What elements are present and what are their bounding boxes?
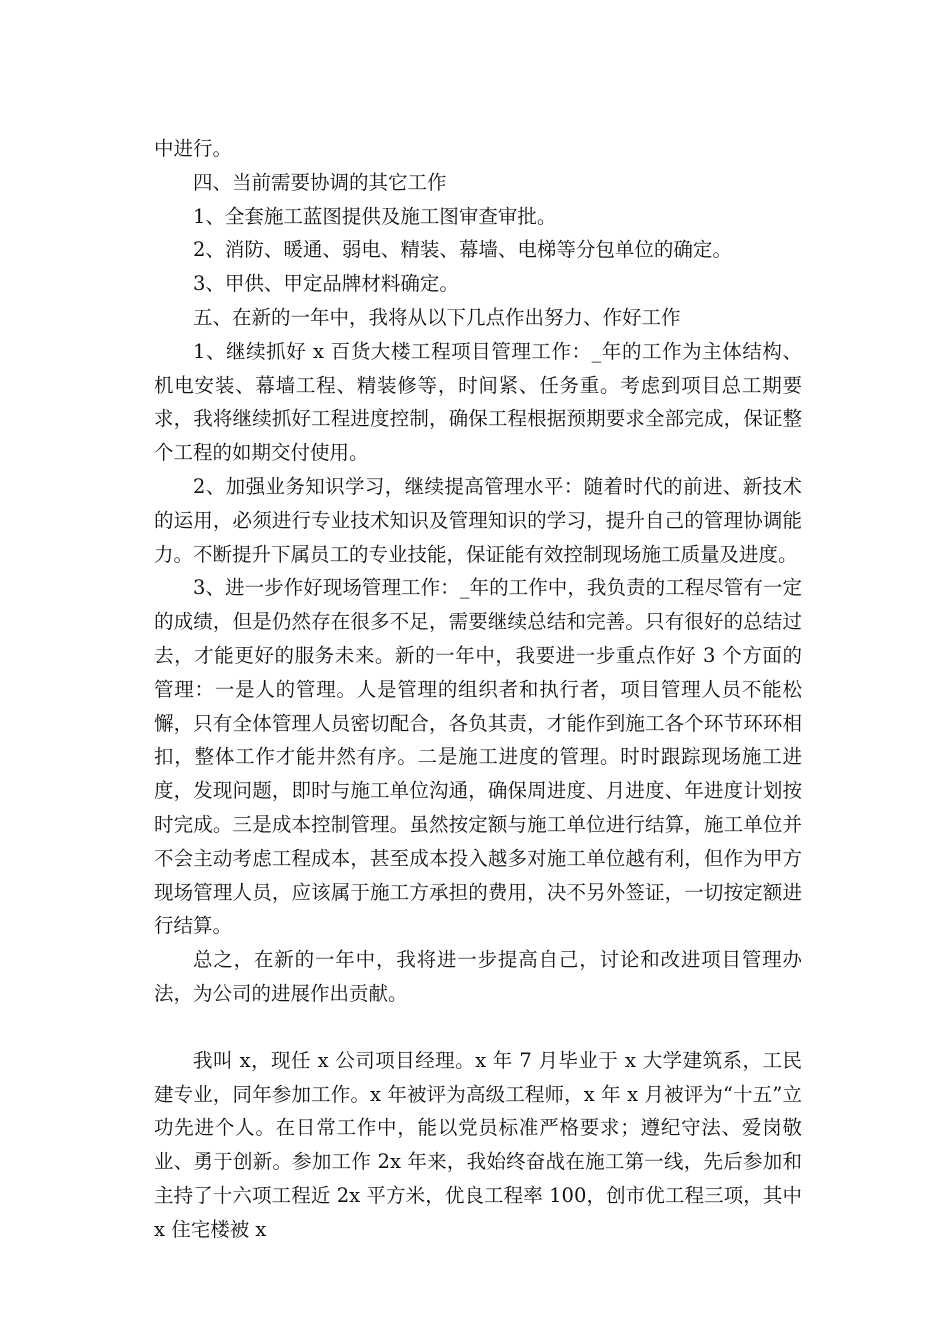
paragraph-item-3: 3、进一步作好现场管理工作：_年的工作中，我负责的工程尽管有一定的成绩，但是仍然存在很多不足，需要继续总结和完善。只有很好的总结过去，才能更好的服务未来。新的一年中，我要进一步重点作好 3 个方面的管理：一是人的管理。人是管理的组织者和执行者，项目管理人员不能松懈，只有全体管理人员密切配合，各负其责，才能作到施工各个环节环环相扣，整体工作才能井然有序。二是施工进度的管理。时时跟踪现场施工进度，发现问题，即时与施工单位沟通，确保周进度、月进度、年进度计划按时完成。三是成本控制管理。虽然按定额与施工单位进行结算，施工单位并不会主动考虑工程成本，甚至成本投入越多对施工单位越有利，但作为甲方现场管理人员，应该属于施工方承担的费用，决不另外签证，一切按定额进行结算。	[154, 576, 802, 938]
section-heading-new-year: 五、在新的一年中，我将从以下几点作出努力、作好工作	[193, 305, 681, 329]
paragraph-summary: 总之，在新的一年中，我将进一步提高自己，讨论和改进项目管理办法，为公司的进展作出贡献。	[154, 948, 802, 1005]
list-item: 1、全套施工蓝图提供及施工图审查审批。	[193, 204, 557, 228]
paragraph-item-1: 1、继续抓好 x 百货大楼工程项目管理工作：_年的工作为主体结构、机电安装、幕墙工程、精装修等，时间紧、任务重。考虑到项目总工期要求，我将继续抓好工程进度控制，确保工程根据预期要求全部完成，保证整个工程的如期交付使用。	[154, 339, 802, 465]
paragraph-introduction: 我叫 x，现任 x 公司项目经理。x 年 7 月毕业于 x 大学建筑系，工民建专业，同年参加工作。x 年被评为高级工程师，x 年 x 月被评为“十五”立功先进个人。在日常工作中，能以党员标准严格要求；遵纪守法、爱岗敬业、勇于创新。参加工作 2x 年来，我始终奋战在施工第一线，先后参加和主持了十六项工程近 2x 平方米，优良工程率 100，创市优工程三项，其中 x 住宅楼被 x	[154, 1048, 802, 1241]
section-heading-coordination: 四、当前需要协调的其它工作	[193, 170, 447, 194]
list-item: 2、消防、暖通、弱电、精装、幕墙、电梯等分包单位的确定。	[193, 238, 732, 262]
list-item: 3、甲供、甲定品牌材料确定。	[193, 272, 459, 296]
paragraph-continuation: 中进行。	[154, 137, 233, 160]
paragraph-item-2: 2、加强业务知识学习，继续提高管理水平：随着时代的前进、新技术的运用，必须进行专业技术知识及管理知识的学习，提升自己的管理协调能力。不断提升下属员工的专业技能，保证能有效控制现场施工质量及进度。	[154, 474, 802, 566]
document-body	[154, 132, 802, 1247]
